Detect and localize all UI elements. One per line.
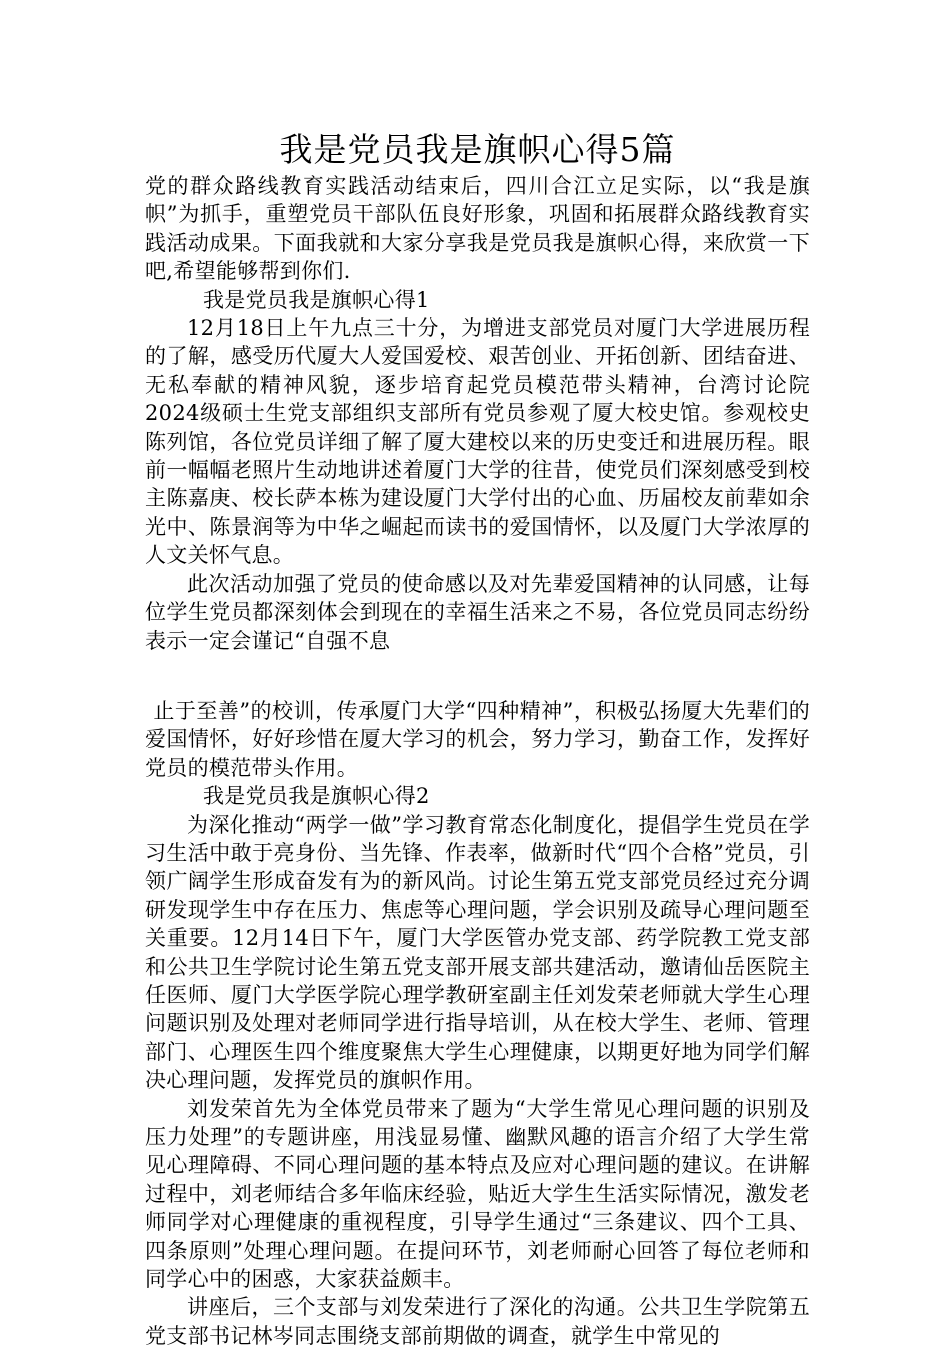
document-title: 我是党员我是旗帜心得5篇: [279, 130, 676, 169]
page-break-gap: [145, 655, 810, 697]
section-1-paragraph-2: 此次活动加强了党员的使命感以及对先辈爱国精神的认同感，让每位学生党员都深刻体会到现在的幸福生活来之不易，各位党员同志纷纷表示一定会谨记“自强不息: [145, 571, 810, 653]
section-1-paragraph-1: 12月18日上午九点三十分，为增进支部党员对厦门大学进展历程的了解，感受历代厦大人爱国爱校、艰苦创业、开拓创新、团结奋进、无私奉献的精神风貌，逐步培育起党员模范带头精神，台湾讨论院2024级硕士生党支部组织支部所有党员参观了厦大校史馆。参观校史陈列馆，各位党员详细了解了厦大建校以来的历史变迁和进展历程。眼前一幅幅老照片生动地讲述着厦门大学的往昔，使党员们深刻感受到校主陈嘉庚、校长萨本栋为建设厦门大学付出的心血、历届校友前辈如余光中、陈景润等为中华之崛起而读书的爱国情怀，以及厦门大学浓厚的人文关怀气息。: [145, 316, 810, 568]
section-1-paragraph-3: 止于至善”的校训，传承厦门大学“四种精神”，积极弘扬厦大先辈们的爱国情怀，好好珍惜在厦大学习的机会，努力学习，勤奋工作，发挥好党员的模范带头作用。: [145, 698, 810, 780]
section-2-paragraph-1: 为深化推动“两学一做”学习教育常态化制度化，提倡学生党员在学习生活中敢于亮身份、当先锋、作表率，做新时代“四个合格”党员，引领广阔学生形成奋发有为的新风尚。讨论生第五党支部党员经过充分调研发现学生中存在压力、焦虑等心理问题，学会识别及疏导心理问题至关重要。12月14日下午，厦门大学医管办党支部、药学院教工党支部和公共卫生学院讨论生第五党支部开展支部共建活动，邀请仙岳医院主任医师、厦门大学医学院心理学教研室副主任刘发荣老师就大学生心理问题识别及处理对老师同学进行指导培训，从在校大学生、老师、管理部门、心理医生四个维度聚焦大学生心理健康，以期更好地为同学们解决心理问题，发挥党员的旗帜作用。: [145, 812, 810, 1093]
section-2-paragraph-3: 讲座后，三个支部与刘发荣进行了深化的沟通。公共卫生学院第五党支部书记林岑同志围绕支部前期做的调查，就学生中常见的: [145, 1295, 810, 1348]
section-2-heading: 我是党员我是旗帜心得2: [203, 784, 430, 809]
section-1-heading: 我是党员我是旗帜心得1: [203, 287, 430, 312]
document-page: [145, 128, 810, 1350]
intro-paragraph: 党的群众路线教育实践活动结束后，四川合江立足实际，以“我是旗帜”为抓手，重塑党员干部队伍良好形象，巩固和拓展群众路线教育实践活动成果。下面我就和大家分享我是党员我是旗帜心得，来欣赏一下吧,希望能够帮到你们.: [145, 174, 810, 284]
section-2-paragraph-2: 刘发荣首先为全体党员带来了题为“大学生常见心理问题的识别及压力处理”的专题讲座，用浅显易懂、幽默风趣的语言介绍了大学生常见心理障碍、不同心理问题的基本特点及应对心理问题的建议。在讲解过程中，刘老师结合多年临床经验，贴近大学生生活实际情况，激发老师同学对心理健康的重视程度，引导学生通过“三条建议、四个工具、四条原则”处理心理问题。在提问环节，刘老师耐心回答了每位老师和同学心中的困惑，大家获益颇丰。: [145, 1096, 810, 1292]
